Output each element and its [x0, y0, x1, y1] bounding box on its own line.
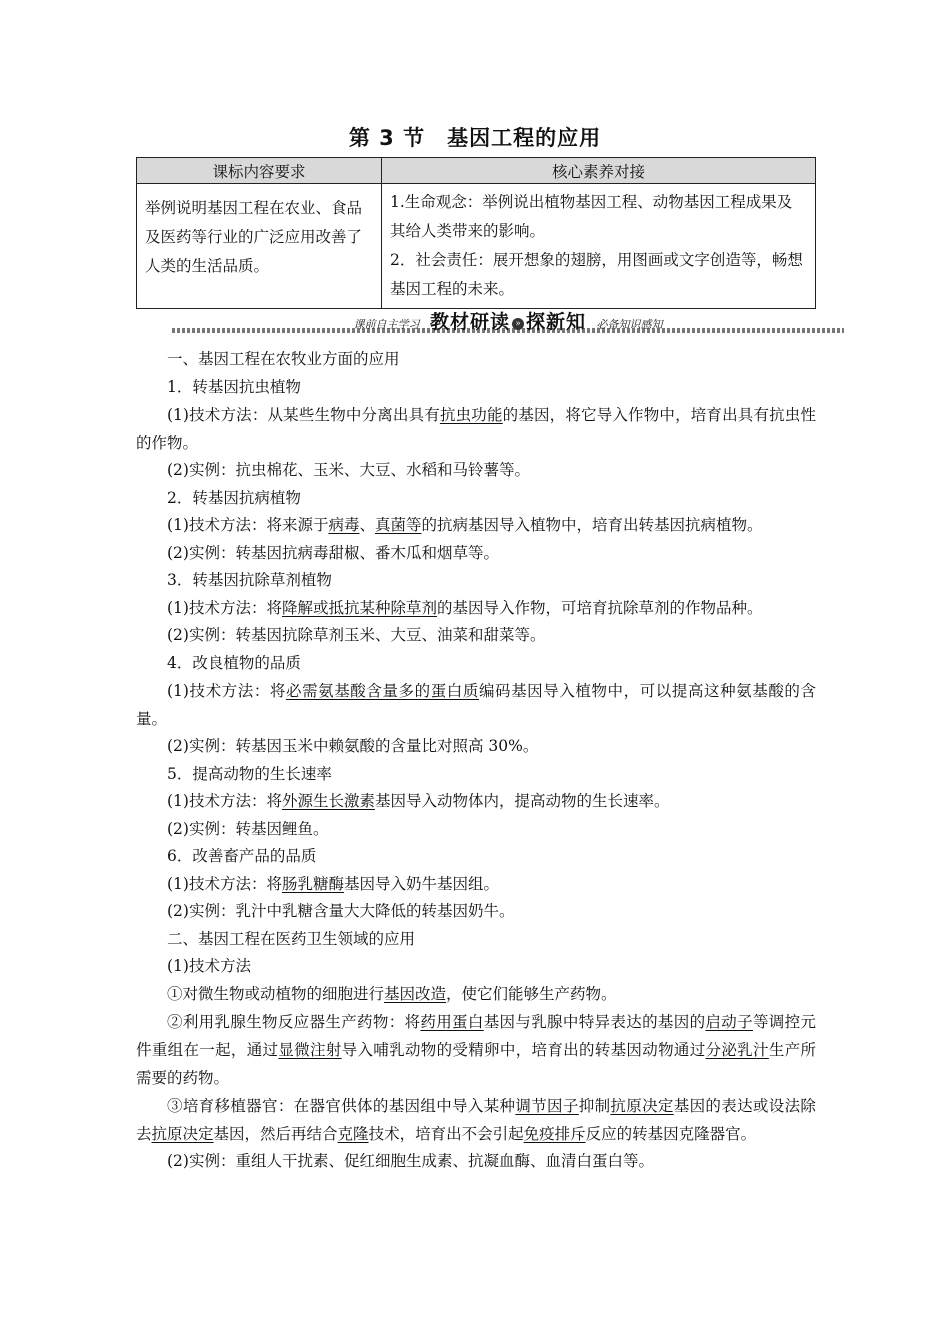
item-3-method: (1)技术方法：将降解或抵抗某种除草剂的基因导入作物，可培育抗除草剂的作物品种。: [167, 598, 763, 617]
key-term: 抗原决定: [151, 1125, 214, 1143]
double-arrow-icon: »: [512, 318, 524, 330]
key-term: 药用蛋白: [420, 1013, 484, 1031]
curriculum-table: [136, 157, 816, 309]
competency-item-1: 1.生命观念：举例说出植物基因工程、动物基因工程成果及其给人类带来的影响。: [390, 193, 793, 240]
table-header-right: 核心素养对接: [382, 158, 816, 184]
banner-main-right: 探新知: [526, 311, 587, 333]
key-term: 显微注射: [278, 1041, 342, 1059]
banner-right-caption: 必备知识感知: [596, 318, 663, 331]
item-5-example: (2)实例：转基因鲤鱼。: [167, 819, 329, 838]
key-term: 降解或抵抗某种除草剂: [281, 598, 437, 617]
item-4-example: (2)实例：转基因玉米中赖氨酸的含量比对照高 30%。: [167, 737, 539, 755]
key-term: 免疫排斥: [523, 1125, 586, 1143]
section-2-example: (2)实例：重组人干扰素、促红细胞生成素、抗凝血酶、血清白蛋白等。: [167, 1152, 654, 1170]
heading-section-2: 二、基因工程在医药卫生领域的应用: [167, 929, 416, 948]
item-5-method: (1)技术方法：将外源生长激素基因导入动物体内，提高动物的生长速率。: [167, 792, 670, 810]
table-header-left: 课标内容要求: [137, 158, 382, 184]
item-4-title: 4．改良植物的品质: [167, 653, 301, 672]
item-2-example: (2)实例：转基因抗病毒甜椒、番木瓜和烟草等。: [167, 543, 499, 562]
item-2-method: (1)技术方法：将来源于病毒、真菌等的抗病基因导入植物中，培育出转基因抗病植物。: [167, 516, 763, 534]
key-term: 外源生长激素: [281, 792, 375, 810]
table-cell-competency: [382, 184, 816, 309]
section-2-method-title: (1)技术方法: [167, 957, 251, 975]
item-2-title: 2．转基因抗病植物: [167, 488, 301, 507]
method-circle-3: ③培育移植器官：在器官供体的基因组中导入某种调节因子抑制抗原决定基因的表达或设法除去抗原决定基因，然后再结合克隆技术，培育出不会引起免疫排斥反应的转基因克隆器官。: [136, 1097, 816, 1143]
key-term: 分泌乳汁: [705, 1041, 769, 1059]
item-4-method: (1)技术方法：将必需氨基酸含量多的蛋白质编码基因导入植物中，可以提高这种氨基酸的含量。: [136, 682, 816, 728]
key-term: 启动子: [705, 1013, 753, 1031]
banner-left-caption: 课前自主学习: [353, 318, 420, 331]
section-banner: [172, 307, 844, 335]
key-term: 克隆: [337, 1125, 369, 1143]
key-term: 肠乳糖酶: [281, 874, 344, 893]
key-term: 基因改造: [384, 984, 447, 1003]
item-3-title: 3．转基因抗除草剂植物: [167, 571, 332, 589]
competency-item-2: 2．社会责任：展开想象的翅膀，用图画或文字创造等，畅想基因工程的未来。: [390, 251, 803, 298]
banner-text: [172, 307, 844, 334]
item-5-title: 5．提高动物的生长速率: [167, 764, 332, 783]
item-1-method: (1)技术方法：从某些生物中分离出具有抗虫功能的基因，将它导入作物中，培育出具有抗虫性的作物。: [136, 406, 816, 452]
table-cell-requirement: 举例说明基因工程在农业、食品及医药等行业的广泛应用改善了人类的生活品质。: [137, 184, 382, 309]
item-1-example: (2)实例：抗虫棉花、玉米、大豆、水稻和马铃薯等。: [167, 461, 530, 479]
key-term: 抗原决定: [610, 1097, 674, 1115]
method-circle-2: ②利用乳腺生物反应器生产药物：将药用蛋白基因与乳腺中特异表达的基因的启动子等调控元件重组在一起，通过显微注射导入哺乳动物的受精卵中，培育出的转基因动物通过分泌乳汁生产所需要的药物。: [136, 1013, 816, 1087]
item-6-example: (2)实例：乳汁中乳糖含量大大降低的转基因奶牛。: [167, 902, 515, 920]
main-content: [136, 346, 816, 1176]
key-term: 调节因子: [515, 1097, 579, 1115]
item-6-title: 6．改善畜产品的品质: [167, 847, 317, 865]
item-3-example: (2)实例：转基因抗除草剂玉米、大豆、油菜和甜菜等。: [167, 626, 546, 644]
method-circle-1: ①对微生物或动植物的细胞进行基因改造，使它们能够生产药物。: [167, 984, 617, 1003]
key-term: 病毒: [328, 516, 360, 534]
banner-main-left: 教材研读: [429, 311, 510, 333]
heading-section-1: 一、基因工程在农牧业方面的应用: [167, 350, 400, 368]
item-1-title: 1．转基因抗虫植物: [167, 377, 301, 396]
section-title: 第 3 节 基因工程的应用: [348, 126, 602, 150]
key-term: 必需氨基酸含量多的蛋白质: [286, 682, 479, 700]
key-term: 抗虫功能: [439, 406, 503, 424]
item-6-method: (1)技术方法：将肠乳糖酶基因导入奶牛基因组。: [167, 874, 499, 893]
key-term: 真菌等: [375, 516, 422, 534]
